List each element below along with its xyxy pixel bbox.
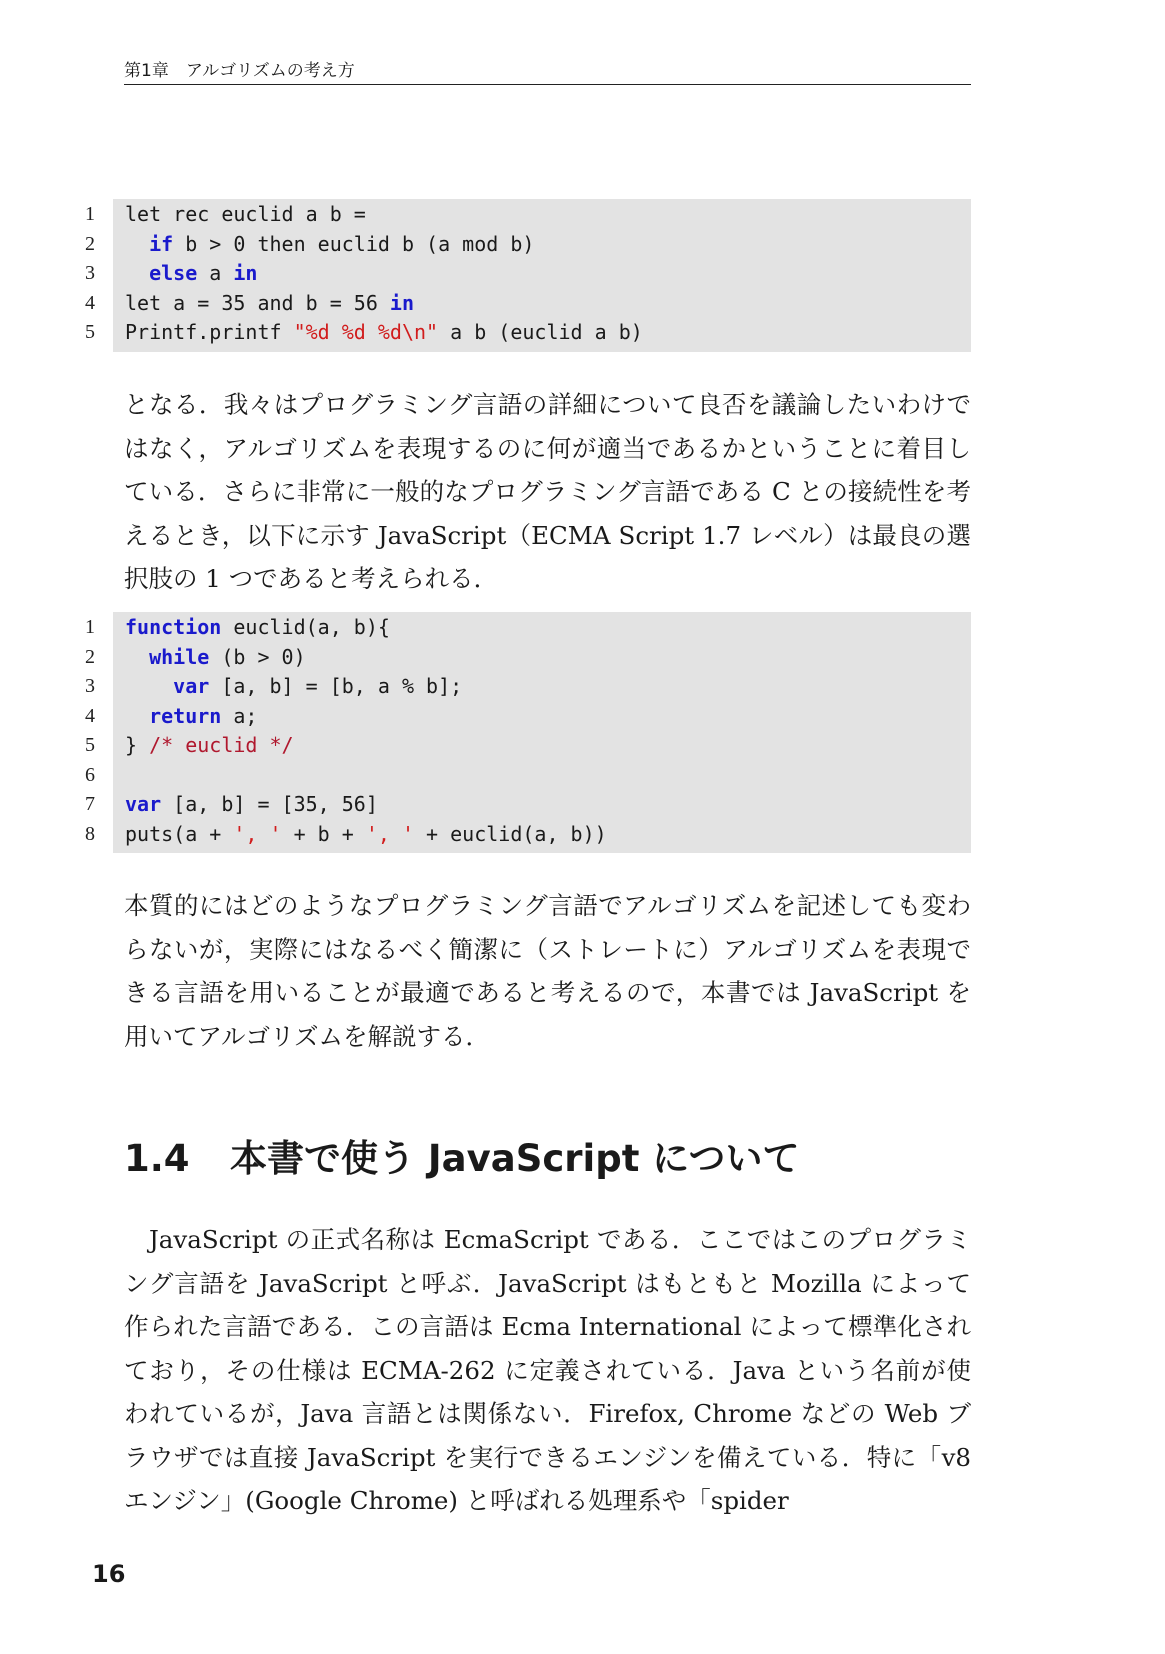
page-number: 16: [92, 1560, 126, 1588]
line-number: 4: [85, 291, 95, 314]
code-keyword: var: [125, 792, 162, 816]
code-text: b > 0 then euclid b (a mod b): [173, 231, 535, 256]
code-string: "%d %d %d\n": [293, 320, 439, 344]
line-number: 5: [85, 321, 95, 343]
code-text: a: [197, 261, 234, 285]
javascript-code-block: [85, 612, 971, 853]
line-number: 7: [85, 793, 95, 815]
code-keyword: function: [125, 615, 222, 639]
code-line: [85, 230, 971, 260]
code-string: ', ': [365, 821, 415, 846]
code-text: let a = 35 and b = 56: [125, 290, 390, 315]
code-text: Printf.printf: [125, 320, 294, 344]
line-number: 6: [85, 763, 95, 786]
code-text: let rec euclid a b =: [125, 202, 366, 226]
ocaml-code-block: [85, 199, 971, 352]
body-paragraph-2: 本質的にはどのようなプログラミング言語でアルゴリズムを記述しても変わらないが，実際にはなるべく簡潔に（ストレートに）アルゴリズムを表現できる言語を用いることが最適であると考えるので，本書では JavaScript を用いてアルゴリズムを解説する．: [124, 891, 971, 1051]
running-head: 第1章 アルゴリズムの考え方: [124, 56, 971, 85]
line-number: 2: [85, 232, 95, 255]
code-text: [125, 232, 149, 256]
section-title: 本書で使う JavaScript について: [230, 1137, 800, 1180]
code-line: [85, 643, 971, 673]
code-line: [85, 790, 971, 820]
code-text: [125, 704, 149, 728]
code-text: [a, b] = [b, a % b];: [209, 674, 463, 698]
line-number: 1: [85, 203, 95, 225]
body-paragraph-1: となる．我々はプログラミング言語の詳細について良否を議論したいわけではなく，アルゴリズムを表現するのに何が適当であるかということに着目している．さらに非常に一般的なプログラミング言語である C との接続性を考えるとき，以下に示す JavaScript（ECMA Script 1.7 レベル）は最良の選択肢の 1 つであると考えられる．: [124, 390, 971, 593]
code-text: (b > 0): [209, 644, 306, 669]
code-text: [125, 645, 149, 669]
code-keyword: while: [149, 644, 210, 669]
code-line: [85, 200, 971, 230]
code-text: [125, 261, 149, 285]
code-line: [85, 820, 971, 850]
code-text: + euclid(a, b)): [414, 821, 607, 846]
code-line: [85, 259, 971, 289]
code-keyword: in: [233, 261, 258, 285]
code-text: euclid(a, b){: [221, 615, 390, 639]
code-line: [85, 289, 971, 319]
code-keyword: else: [149, 261, 198, 285]
code-line: [85, 731, 971, 761]
code-text: [a, b] = [35, 56]: [161, 792, 378, 816]
line-number: 2: [85, 645, 95, 668]
line-number: 4: [85, 704, 95, 727]
code-line: [85, 702, 971, 732]
code-line: [85, 613, 971, 643]
line-number: 5: [85, 734, 95, 756]
code-keyword: in: [389, 290, 414, 315]
body-paragraph-3: JavaScript の正式名称は EcmaScript である．ここではこのプログラミング言語を JavaScript と呼ぶ．JavaScript はもともと Mozilla によって作られた言語である．この言語は Ecma International によって標準化されており，その仕様は ECMA-262 に定義されている．Java という名前が使われているが，Java 言語とは関係ない．Firefox, Chrome などの Web ブラウザでは直接 JavaScript を実行できるエンジンを備えている．特に「v8 エンジン」(Google Chrome) と呼ばれる処理系や「spider: [124, 1225, 971, 1515]
code-keyword: var: [173, 674, 210, 698]
code-text: a b (euclid a b): [438, 320, 643, 344]
code-line: [85, 672, 971, 702]
line-number: 1: [85, 616, 95, 638]
code-text: a;: [221, 703, 258, 728]
code-line: [85, 318, 971, 348]
section-heading: [124, 1128, 800, 1182]
code-string: ', ': [233, 821, 282, 846]
code-text: }: [125, 733, 150, 757]
line-number: 8: [85, 822, 95, 845]
section-number: 1.4: [124, 1137, 190, 1180]
code-text: [125, 674, 173, 698]
code-text: + b +: [281, 821, 366, 846]
code-line: [85, 761, 971, 791]
line-number: 3: [85, 262, 95, 284]
line-number: 3: [85, 675, 95, 697]
code-text: puts(a +: [125, 821, 234, 846]
code-keyword: return: [149, 703, 222, 728]
code-keyword: if: [149, 231, 174, 256]
code-comment: /* euclid */: [149, 733, 294, 757]
